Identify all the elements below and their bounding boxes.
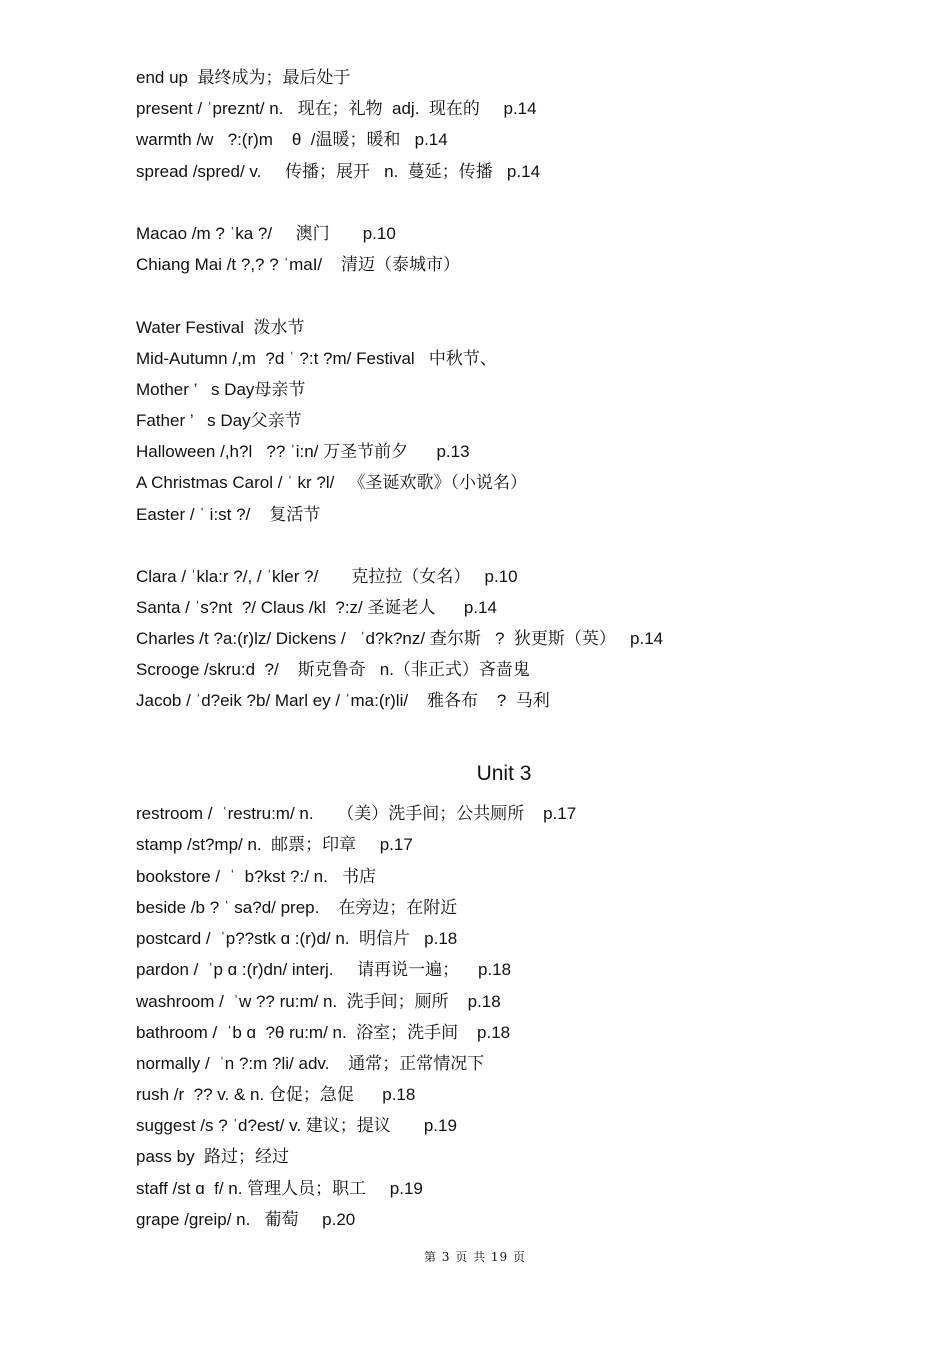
vocab-line-postcard: postcard / ˈp??stk ɑ :(r)d/ n. 明信片 p.18 [136, 929, 458, 948]
vocab-line-bathroom: bathroom / ˈb ɑ ?θ ru:m/ n. 浴室；洗手间 p.18 [136, 1023, 511, 1042]
vocab-line-christmas-carol: A Christmas Carol / ˈ kr ?l/ 《圣诞欢歌》（小说名） [136, 473, 528, 492]
vocab-line-spread: spread /spred/ v. 传播；展开 n. 蔓延；传播 p.14 [136, 162, 541, 181]
vocab-line-restroom: restroom / ˈrestru:m/ n. （美）洗手间；公共厕所 p.17 [136, 804, 577, 823]
vocab-line-fathers-day: Father ’ s Day父亲节 [136, 411, 302, 430]
vocab-line-macao: Macao /m ? ˈka ?/ 澳门 p.10 [136, 224, 396, 243]
vocab-line-rush: rush /r ?? v. & n. 仓促；急促 p.18 [136, 1085, 416, 1104]
vocab-line-beside: beside /b ? ˈ sa?d/ prep. 在旁边；在附近 [136, 898, 458, 917]
vocab-line-charles-dickens: Charles /t ?a:(r)lz/ Dickens / ˈd?k?nz/ 查尔斯 ? 狄更斯（英） p.14 [136, 629, 664, 648]
vocab-line-end-up: end up 最终成为；最后处于 [136, 68, 351, 87]
vocab-line-scrooge: Scrooge /skru:d ?/ 斯克鲁奇 n.（非正式）吝啬鬼 [136, 660, 530, 679]
vocab-line-washroom: washroom / ˈw ?? ru:m/ n. 洗手间；厕所 p.18 [136, 992, 501, 1011]
vocab-line-halloween: Halloween /,h?l ?? ˈi:n/ 万圣节前夕 p.13 [136, 442, 470, 461]
vocab-line-mothers-day: Mother ’ s Day母亲节 [136, 380, 306, 399]
vocab-line-warmth: warmth /w ?:(r)m θ /温暖；暖和 p.14 [136, 130, 448, 149]
vocab-line-mid-autumn: Mid-Autumn /,m ?d ˈ ?:t ?m/ Festival 中秋节、 [136, 349, 497, 368]
vocab-line-jacob-marley: Jacob / ˈd?eik ?b/ Marl ey / ˈma:(r)li/ 雅各布 ? 马利 [136, 691, 550, 710]
vocab-line-santa-claus: Santa / ˈs?nt ?/ Claus /kl ?:z/ 圣诞老人 p.14 [136, 598, 497, 617]
vocab-line-easter: Easter / ˈ i:st ?/ 复活节 [136, 505, 321, 524]
vocab-line-chiang-mai: Chiang Mai /t ?,? ? ˈmaI/ 清迈（泰城市） [136, 255, 461, 274]
vocab-line-grape: grape /greip/ n. 葡萄 p.20 [136, 1210, 356, 1229]
vocab-line-present: present / ˈpreznt/ n. 现在；礼物 adj. 现在的 p.14 [136, 99, 537, 118]
vocab-line-bookstore: bookstore / ˈ b?kst ?:/ n. 书店 [136, 867, 376, 886]
vocab-line-normally: normally / ˈn ?:m ?li/ adv. 通常；正常情况下 [136, 1054, 485, 1073]
vocab-line-water-festival: Water Festival 泼水节 [136, 318, 305, 337]
page-footer: 第 3 页 共 19 页 [424, 1250, 526, 1264]
vocab-line-clara: Clara / ˈkla:r ?/, / ˈkler ?/ 克拉拉（女名） p.10 [136, 567, 518, 586]
unit-heading: Unit 3 [476, 762, 532, 785]
vocab-line-staff: staff /st ɑ f/ n. 管理人员；职工 p.19 [136, 1179, 423, 1198]
vocab-line-pass-by: pass by 路过；经过 [136, 1147, 290, 1166]
vocab-line-stamp: stamp /st?mp/ n. 邮票；印章 p.17 [136, 835, 413, 854]
vocab-line-suggest: suggest /s ? ˈd?est/ v. 建议；提议 p.19 [136, 1116, 457, 1135]
vocab-line-pardon: pardon / ˈp ɑ :(r)dn/ interj. 请再说一遍； p.18 [136, 960, 512, 979]
